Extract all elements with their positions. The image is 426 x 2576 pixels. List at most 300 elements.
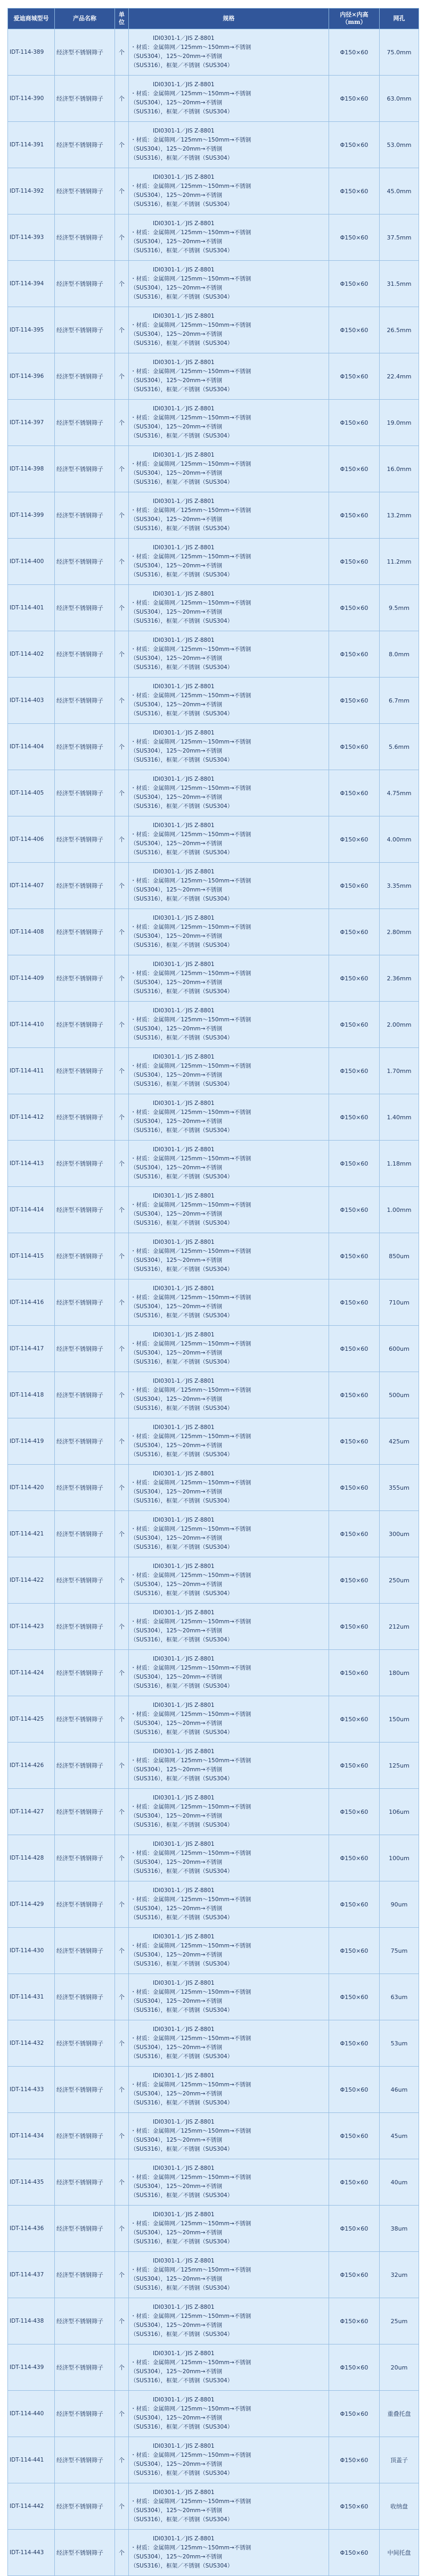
cell-unit: 个: [115, 492, 129, 539]
spec-line: （SUS316），框架／不锈钢（SUS304）: [130, 664, 233, 671]
spec-line: （SUS304），125～20mm→不锈钢: [130, 192, 222, 199]
cell-model: IDT-114-439: [8, 2344, 55, 2391]
cell-model: IDT-114-393: [8, 214, 55, 261]
cell-unit: 个: [115, 2298, 129, 2344]
spec-line: ・材质：金属筛网／125mm～150mm→不锈钢: [130, 1572, 251, 1579]
cell-product-name: 经济型不锈钢筛子: [55, 1557, 115, 1604]
cell-product-name: 经济型不锈钢筛子: [55, 1743, 115, 1789]
cell-mesh: 中间托盘: [380, 2530, 419, 2576]
spec-line: （SUS304），125～20mm→不锈钢: [130, 1303, 222, 1310]
cell-model: IDT-114-401: [8, 585, 55, 631]
cell-spec: [129, 2206, 329, 2252]
spec-line: （SUS316），框架／不锈钢（SUS304）: [130, 479, 233, 485]
cell-size: Φ150×60: [329, 2344, 380, 2391]
spec-line: IDI0301-1／JIS Z-8801: [130, 1934, 215, 1940]
spec-line: ・材质：金属筛网／125mm～150mm→不锈钢: [130, 2174, 251, 2181]
spec-line: （SUS304），125～20mm→不锈钢: [130, 840, 222, 847]
spec-line: （SUS304），125～20mm→不锈钢: [130, 285, 222, 291]
table-body: [8, 29, 419, 2576]
cell-spec: [129, 2159, 329, 2206]
header-model: 爱迪商城型号: [8, 9, 55, 29]
header-mesh: 网孔: [380, 9, 419, 29]
cell-spec: [129, 1743, 329, 1789]
cell-unit: 个: [115, 863, 129, 909]
cell-size: Φ150×60: [329, 1928, 380, 1974]
cell-spec: [129, 909, 329, 955]
spec-line: IDI0301-1／JIS Z-8801: [130, 1471, 215, 1477]
spec-line: IDI0301-1／JIS Z-8801: [130, 1609, 215, 1616]
cell-spec: [129, 492, 329, 539]
spec-line: ・材质：金属筛网／125mm～150mm→不锈钢: [130, 2220, 251, 2227]
cell-spec: [129, 1279, 329, 1326]
cell-spec: [129, 770, 329, 816]
spec-line: ・材质：金属筛网／125mm～150mm→不锈钢: [130, 2406, 251, 2412]
table-row: [8, 2113, 419, 2159]
spec-line: （SUS316），框架／不锈钢（SUS304）: [130, 711, 233, 717]
spec-line: IDI0301-1／JIS Z-8801: [130, 313, 215, 319]
spec-line: IDI0301-1／JIS Z-8801: [130, 128, 215, 134]
cell-spec: [129, 816, 329, 863]
cell-product-name: 经济型不锈钢筛子: [55, 307, 115, 353]
cell-size: Φ150×60: [329, 2159, 380, 2206]
cell-mesh: 53um: [380, 2020, 419, 2067]
cell-product-name: 经济型不锈钢筛子: [55, 168, 115, 214]
spec-line: （SUS316），框架／不锈钢（SUS304）: [130, 1174, 233, 1180]
spec-line: （SUS316），框架／不锈钢（SUS304）: [130, 2192, 233, 2199]
spec-line: （SUS316），框架／不锈钢（SUS304）: [130, 1961, 233, 1967]
cell-size: Φ150×60: [329, 2483, 380, 2530]
cell-model: IDT-114-438: [8, 2298, 55, 2344]
cell-spec: [129, 2437, 329, 2483]
cell-unit: 个: [115, 1094, 129, 1141]
table-row: [8, 446, 419, 492]
cell-size: Φ150×60: [329, 122, 380, 168]
spec-line: IDI0301-1／JIS Z-8801: [130, 35, 215, 42]
cell-size: Φ150×60: [329, 2252, 380, 2298]
cell-unit: 个: [115, 446, 129, 492]
spec-line: （SUS304），125～20mm→不锈钢: [130, 1211, 222, 1217]
cell-size: Φ150×60: [329, 1002, 380, 1048]
spec-line: （SUS316），框架／不锈钢（SUS304）: [130, 525, 233, 532]
spec-line: （SUS316），框架／不锈钢（SUS304）: [130, 294, 233, 300]
cell-model: IDT-114-432: [8, 2020, 55, 2067]
cell-model: IDT-114-403: [8, 678, 55, 724]
spec-line: （SUS304），125～20mm→不锈钢: [130, 2276, 222, 2282]
cell-size: Φ150×60: [329, 2067, 380, 2113]
cell-product-name: 经济型不锈钢筛子: [55, 353, 115, 400]
cell-product-name: 经济型不锈钢筛子: [55, 1141, 115, 1187]
table-row: [8, 261, 419, 307]
cell-product-name: 经济型不锈钢筛子: [55, 122, 115, 168]
cell-product-name: 经济型不锈钢筛子: [55, 955, 115, 1002]
cell-mesh: 3.35mm: [380, 863, 419, 909]
cell-mesh: 2.36mm: [380, 955, 419, 1002]
spec-line: IDI0301-1／JIS Z-8801: [130, 2350, 215, 2357]
spec-line: ・材质：金属筛网／125mm～150mm→不锈钢: [130, 1989, 251, 1995]
spec-line: ・材质：金属筛网／125mm～150mm→不锈钢: [130, 1850, 251, 1856]
cell-unit: 个: [115, 1974, 129, 2020]
spec-line: （SUS304），125～20mm→不锈钢: [130, 1720, 222, 1727]
spec-line: （SUS316），框架／不锈钢（SUS304）: [130, 2007, 233, 2013]
cell-size: Φ150×60: [329, 1557, 380, 1604]
cell-product-name: 经济型不锈钢筛子: [55, 816, 115, 863]
cell-unit: 个: [115, 1233, 129, 1279]
spec-line: （SUS316），框架／不锈钢（SUS304）: [130, 1868, 233, 1875]
spec-line: ・材质：金属筛网／125mm～150mm→不锈钢: [130, 229, 251, 236]
cell-product-name: 经济型不锈钢筛子: [55, 1696, 115, 1743]
cell-unit: 个: [115, 2483, 129, 2530]
cell-unit: 个: [115, 2252, 129, 2298]
spec-line: ・材质：金属筛网／125mm～150mm→不锈钢: [130, 1943, 251, 1949]
cell-model: IDT-114-437: [8, 2252, 55, 2298]
spec-line: （SUS316），框架／不锈钢（SUS304）: [130, 2285, 233, 2291]
spec-line: IDI0301-1／JIS Z-8801: [130, 406, 215, 412]
spec-line: （SUS304），125～20mm→不锈钢: [130, 1535, 222, 1541]
spec-line: （SUS304），125～20mm→不锈钢: [130, 1072, 222, 1078]
cell-model: IDT-114-423: [8, 1604, 55, 1650]
spec-line: ・材质：金属筛网／125mm～150mm→不锈钢: [130, 368, 251, 375]
cell-size: Φ150×60: [329, 955, 380, 1002]
spec-line: （SUS316），框架／不锈钢（SUS304）: [130, 849, 233, 856]
spec-line: （SUS316），框架／不锈钢（SUS304）: [130, 1590, 233, 1597]
spec-line: （SUS316），框架／不锈钢（SUS304）: [130, 1498, 233, 1504]
spec-line: IDI0301-1／JIS Z-8801: [130, 1656, 215, 1662]
cell-size: Φ150×60: [329, 585, 380, 631]
spec-line: IDI0301-1／JIS Z-8801: [130, 1980, 215, 1986]
cell-mesh: 8.0mm: [380, 631, 419, 678]
spec-line: （SUS316），框架／不锈钢（SUS304）: [130, 1312, 233, 1319]
cell-unit: 个: [115, 585, 129, 631]
spec-line: （SUS316），框架／不锈钢（SUS304）: [130, 386, 233, 393]
spec-line: （SUS304），125～20mm→不锈钢: [130, 933, 222, 939]
spec-line: （SUS316），框架／不锈钢（SUS304）: [130, 618, 233, 624]
cell-mesh: 212um: [380, 1604, 419, 1650]
header-unit: 单位: [115, 9, 129, 29]
spec-line: IDI0301-1／JIS Z-8801: [130, 1841, 215, 1847]
cell-size: Φ150×60: [329, 1326, 380, 1372]
cell-mesh: 355um: [380, 1465, 419, 1511]
cell-unit: 个: [115, 1048, 129, 1094]
cell-size: Φ150×60: [329, 1048, 380, 1094]
cell-size: Φ150×60: [329, 1789, 380, 1835]
spec-line: （SUS304），125～20mm→不锈钢: [130, 2461, 222, 2467]
table-row: [8, 770, 419, 816]
cell-unit: 个: [115, 307, 129, 353]
cell-unit: 个: [115, 1881, 129, 1928]
spec-line: ・材质：金属筛网／125mm～150mm→不锈钢: [130, 1711, 251, 1718]
header-spec: 规格: [129, 9, 329, 29]
cell-model: IDT-114-415: [8, 1233, 55, 1279]
cell-model: IDT-114-441: [8, 2437, 55, 2483]
table-row: [8, 2344, 419, 2391]
table-row: [8, 214, 419, 261]
cell-size: Φ150×60: [329, 1604, 380, 1650]
table-row: [8, 168, 419, 214]
spec-line: IDI0301-1／JIS Z-8801: [130, 498, 215, 505]
cell-unit: 个: [115, 2113, 129, 2159]
cell-product-name: 经济型不锈钢筛子: [55, 1418, 115, 1465]
table-row: [8, 1604, 419, 1650]
cell-model: IDT-114-422: [8, 1557, 55, 1604]
cell-product-name: 经济型不锈钢筛子: [55, 2113, 115, 2159]
cell-mesh: 1.00mm: [380, 1187, 419, 1233]
cell-size: Φ150×60: [329, 307, 380, 353]
cell-size: Φ150×60: [329, 1835, 380, 1881]
cell-model: IDT-114-418: [8, 1372, 55, 1418]
spec-line: （SUS316），框架／不锈钢（SUS304）: [130, 1220, 233, 1226]
cell-size: Φ150×60: [329, 446, 380, 492]
cell-mesh: 4.75mm: [380, 770, 419, 816]
table-row: [8, 2437, 419, 2483]
cell-model: IDT-114-440: [8, 2391, 55, 2437]
spec-line: IDI0301-1／JIS Z-8801: [130, 2026, 215, 2033]
spec-line: （SUS316），框架／不锈钢（SUS304）: [130, 988, 233, 995]
spec-line: （SUS304），125～20mm→不锈钢: [130, 424, 222, 430]
cell-spec: [129, 585, 329, 631]
spec-line: （SUS316），框架／不锈钢（SUS304）: [130, 1451, 233, 1458]
table-row: [8, 1743, 419, 1789]
spec-line: （SUS316），框架／不锈钢（SUS304）: [130, 433, 233, 439]
cell-size: Φ150×60: [329, 770, 380, 816]
spec-line: IDI0301-1／JIS Z-8801: [130, 2443, 215, 2449]
cell-product-name: 经济型不锈钢筛子: [55, 863, 115, 909]
cell-product-name: 经济型不锈钢筛子: [55, 724, 115, 770]
cell-spec: [129, 1974, 329, 2020]
cell-model: IDT-114-394: [8, 261, 55, 307]
spec-line: （SUS304），125～20mm→不锈钢: [130, 2507, 222, 2514]
product-spec-table: [7, 8, 419, 2576]
table-row: [8, 1372, 419, 1418]
spec-line: IDI0301-1／JIS Z-8801: [130, 1887, 215, 1894]
cell-size: Φ150×60: [329, 1881, 380, 1928]
spec-line: （SUS304），125～20mm→不锈钢: [130, 100, 222, 106]
cell-unit: 个: [115, 724, 129, 770]
spec-line: （SUS316），框架／不锈钢（SUS304）: [130, 2377, 233, 2384]
cell-product-name: 经济型不锈钢筛子: [55, 214, 115, 261]
cell-unit: 个: [115, 678, 129, 724]
spec-line: IDI0301-1／JIS Z-8801: [130, 1424, 215, 1431]
cell-product-name: 经济型不锈钢筛子: [55, 1002, 115, 1048]
table-row: [8, 539, 419, 585]
cell-mesh: 16.0mm: [380, 446, 419, 492]
spec-line: （SUS304），125～20mm→不锈钢: [130, 979, 222, 986]
spec-table-wrapper: [7, 8, 419, 2576]
table-row: [8, 2067, 419, 2113]
cell-model: IDT-114-405: [8, 770, 55, 816]
cell-spec: [129, 214, 329, 261]
spec-line: （SUS304），125～20mm→不锈钢: [130, 1581, 222, 1588]
cell-unit: 个: [115, 1650, 129, 1696]
spec-line: （SUS304），125～20mm→不锈钢: [130, 2230, 222, 2236]
cell-product-name: 经济型不锈钢筛子: [55, 29, 115, 76]
spec-line: （SUS304），125～20mm→不锈钢: [130, 2322, 222, 2329]
spec-line: IDI0301-1／JIS Z-8801: [130, 1100, 215, 1107]
cell-product-name: 经济型不锈钢筛子: [55, 2298, 115, 2344]
spec-line: ・材质：金属筛网／125mm～150mm→不锈钢: [130, 2082, 251, 2088]
table-row: [8, 122, 419, 168]
cell-size: Φ150×60: [329, 2020, 380, 2067]
spec-line: （SUS304），125～20mm→不锈钢: [130, 2091, 222, 2097]
spec-line: ・材质：金属筛网／125mm～150mm→不锈钢: [130, 554, 251, 560]
spec-line: ・材质：金属筛网／125mm～150mm→不锈钢: [130, 507, 251, 514]
cell-mesh: 500um: [380, 1372, 419, 1418]
spec-line: ・材质：金属筛网／125mm～150mm→不锈钢: [130, 2313, 251, 2319]
cell-spec: [129, 76, 329, 122]
cell-spec: [129, 1002, 329, 1048]
table-row: [8, 2020, 419, 2067]
cell-mesh: 收纳盘: [380, 2483, 419, 2530]
cell-product-name: 经济型不锈钢筛子: [55, 261, 115, 307]
cell-spec: [129, 1789, 329, 1835]
spec-line: IDI0301-1／JIS Z-8801: [130, 1193, 215, 1199]
cell-model: IDT-114-409: [8, 955, 55, 1002]
cell-product-name: 经济型不锈钢筛子: [55, 2206, 115, 2252]
spec-line: ・材质：金属筛网／125mm～150mm→不锈钢: [130, 1480, 251, 1486]
cell-unit: 个: [115, 1187, 129, 1233]
table-row: [8, 1881, 419, 1928]
cell-model: IDT-114-402: [8, 631, 55, 678]
cell-model: IDT-114-411: [8, 1048, 55, 1094]
table-row: [8, 2483, 419, 2530]
cell-product-name: 经济型不锈钢筛子: [55, 1048, 115, 1094]
spec-line: （SUS304），125～20mm→不锈钢: [130, 748, 222, 754]
cell-product-name: 经济型不锈钢筛子: [55, 1881, 115, 1928]
cell-unit: 个: [115, 122, 129, 168]
spec-line: IDI0301-1／JIS Z-8801: [130, 2397, 215, 2403]
cell-spec: [129, 1372, 329, 1418]
spec-line: （SUS304），125～20mm→不锈钢: [130, 1350, 222, 1356]
spec-line: ・材质：金属筛网／125mm～150mm→不锈钢: [130, 1896, 251, 1903]
cell-model: IDT-114-413: [8, 1141, 55, 1187]
cell-spec: [129, 400, 329, 446]
cell-model: IDT-114-398: [8, 446, 55, 492]
cell-unit: 个: [115, 631, 129, 678]
spec-line: （SUS304），125～20mm→不锈钢: [130, 146, 222, 152]
cell-unit: 个: [115, 1141, 129, 1187]
spec-line: （SUS304），125～20mm→不锈钢: [130, 1442, 222, 1449]
cell-mesh: 6.7mm: [380, 678, 419, 724]
cell-unit: 个: [115, 2067, 129, 2113]
cell-mesh: 53.0mm: [380, 122, 419, 168]
cell-model: IDT-114-391: [8, 122, 55, 168]
cell-unit: 个: [115, 400, 129, 446]
cell-spec: [129, 678, 329, 724]
cell-product-name: 经济型不锈钢筛子: [55, 1094, 115, 1141]
cell-size: Φ150×60: [329, 1372, 380, 1418]
spec-line: （SUS304），125～20mm→不锈钢: [130, 2137, 222, 2143]
cell-size: Φ150×60: [329, 168, 380, 214]
table-row: [8, 29, 419, 76]
table-row: [8, 816, 419, 863]
cell-unit: 个: [115, 2206, 129, 2252]
cell-mesh: 250um: [380, 1557, 419, 1604]
cell-unit: 个: [115, 1418, 129, 1465]
cell-size: Φ150×60: [329, 400, 380, 446]
spec-line: （SUS316），框架／不锈钢（SUS304）: [130, 2239, 233, 2245]
cell-mesh: 2.00mm: [380, 1002, 419, 1048]
cell-product-name: 经济型不锈钢筛子: [55, 1233, 115, 1279]
spec-line: IDI0301-1／JIS Z-8801: [130, 267, 215, 273]
cell-spec: [129, 1094, 329, 1141]
cell-unit: 个: [115, 539, 129, 585]
table-row: [8, 76, 419, 122]
cell-size: Φ150×60: [329, 29, 380, 76]
cell-size: Φ150×60: [329, 492, 380, 539]
table-row: [8, 1418, 419, 1465]
cell-mesh: 63um: [380, 1974, 419, 2020]
cell-unit: 个: [115, 2391, 129, 2437]
cell-unit: 个: [115, 1511, 129, 1557]
cell-spec: [129, 168, 329, 214]
cell-size: Φ150×60: [329, 1696, 380, 1743]
cell-model: IDT-114-434: [8, 2113, 55, 2159]
spec-line: （SUS304），125～20mm→不锈钢: [130, 1813, 222, 1819]
spec-line: IDI0301-1／JIS Z-8801: [130, 1054, 215, 1060]
cell-unit: 个: [115, 2159, 129, 2206]
cell-spec: [129, 1511, 329, 1557]
spec-line: ・材质：金属筛网／125mm～150mm→不锈钢: [130, 831, 251, 838]
spec-line: IDI0301-1／JIS Z-8801: [130, 2165, 215, 2172]
table-row: [8, 955, 419, 1002]
cell-mesh: 850um: [380, 1233, 419, 1279]
spec-line: （SUS304），125～20mm→不锈钢: [130, 1257, 222, 1264]
cell-size: Φ150×60: [329, 2113, 380, 2159]
table-row: [8, 1002, 419, 1048]
table-row: [8, 1696, 419, 1743]
cell-unit: 个: [115, 1465, 129, 1511]
cell-spec: [129, 863, 329, 909]
cell-mesh: 25um: [380, 2298, 419, 2344]
spec-line: ・材质：金属筛网／125mm～150mm→不锈钢: [130, 44, 251, 51]
cell-spec: [129, 2483, 329, 2530]
cell-size: Φ150×60: [329, 2206, 380, 2252]
spec-line: （SUS304），125～20mm→不锈钢: [130, 1952, 222, 1958]
cell-mesh: 1.70mm: [380, 1048, 419, 1094]
cell-model: IDT-114-431: [8, 1974, 55, 2020]
cell-product-name: 经济型不锈钢筛子: [55, 76, 115, 122]
cell-spec: [129, 2344, 329, 2391]
cell-mesh: 9.5mm: [380, 585, 419, 631]
cell-size: Φ150×60: [329, 1465, 380, 1511]
cell-product-name: 经济型不锈钢筛子: [55, 2020, 115, 2067]
cell-spec: [129, 261, 329, 307]
table-row: [8, 2391, 419, 2437]
cell-product-name: 经济型不锈钢筛子: [55, 2067, 115, 2113]
cell-mesh: 45um: [380, 2113, 419, 2159]
spec-line: IDI0301-1／JIS Z-8801: [130, 1239, 215, 1245]
cell-spec: [129, 307, 329, 353]
table-row: [8, 2298, 419, 2344]
cell-model: IDT-114-397: [8, 400, 55, 446]
cell-size: Φ150×60: [329, 1094, 380, 1141]
cell-model: IDT-114-406: [8, 816, 55, 863]
table-row: [8, 1233, 419, 1279]
spec-line: IDI0301-1／JIS Z-8801: [130, 1146, 215, 1153]
spec-line: ・材质：金属筛网／125mm～150mm→不锈钢: [130, 739, 251, 745]
spec-line: ・材质：金属筛网／125mm～150mm→不锈钢: [130, 2128, 251, 2134]
cell-size: Φ150×60: [329, 2298, 380, 2344]
spec-line: ・材质：金属筛网／125mm～150mm→不锈钢: [130, 90, 251, 97]
cell-spec: [129, 2113, 329, 2159]
table-row: [8, 1650, 419, 1696]
cell-unit: 个: [115, 955, 129, 1002]
spec-line: IDI0301-1／JIS Z-8801: [130, 1332, 215, 1338]
cell-mesh: 600um: [380, 1326, 419, 1372]
cell-size: Φ150×60: [329, 261, 380, 307]
spec-line: （SUS304），125～20mm→不锈钢: [130, 887, 222, 893]
spec-line: IDI0301-1／JIS Z-8801: [130, 2119, 215, 2125]
cell-spec: [129, 353, 329, 400]
